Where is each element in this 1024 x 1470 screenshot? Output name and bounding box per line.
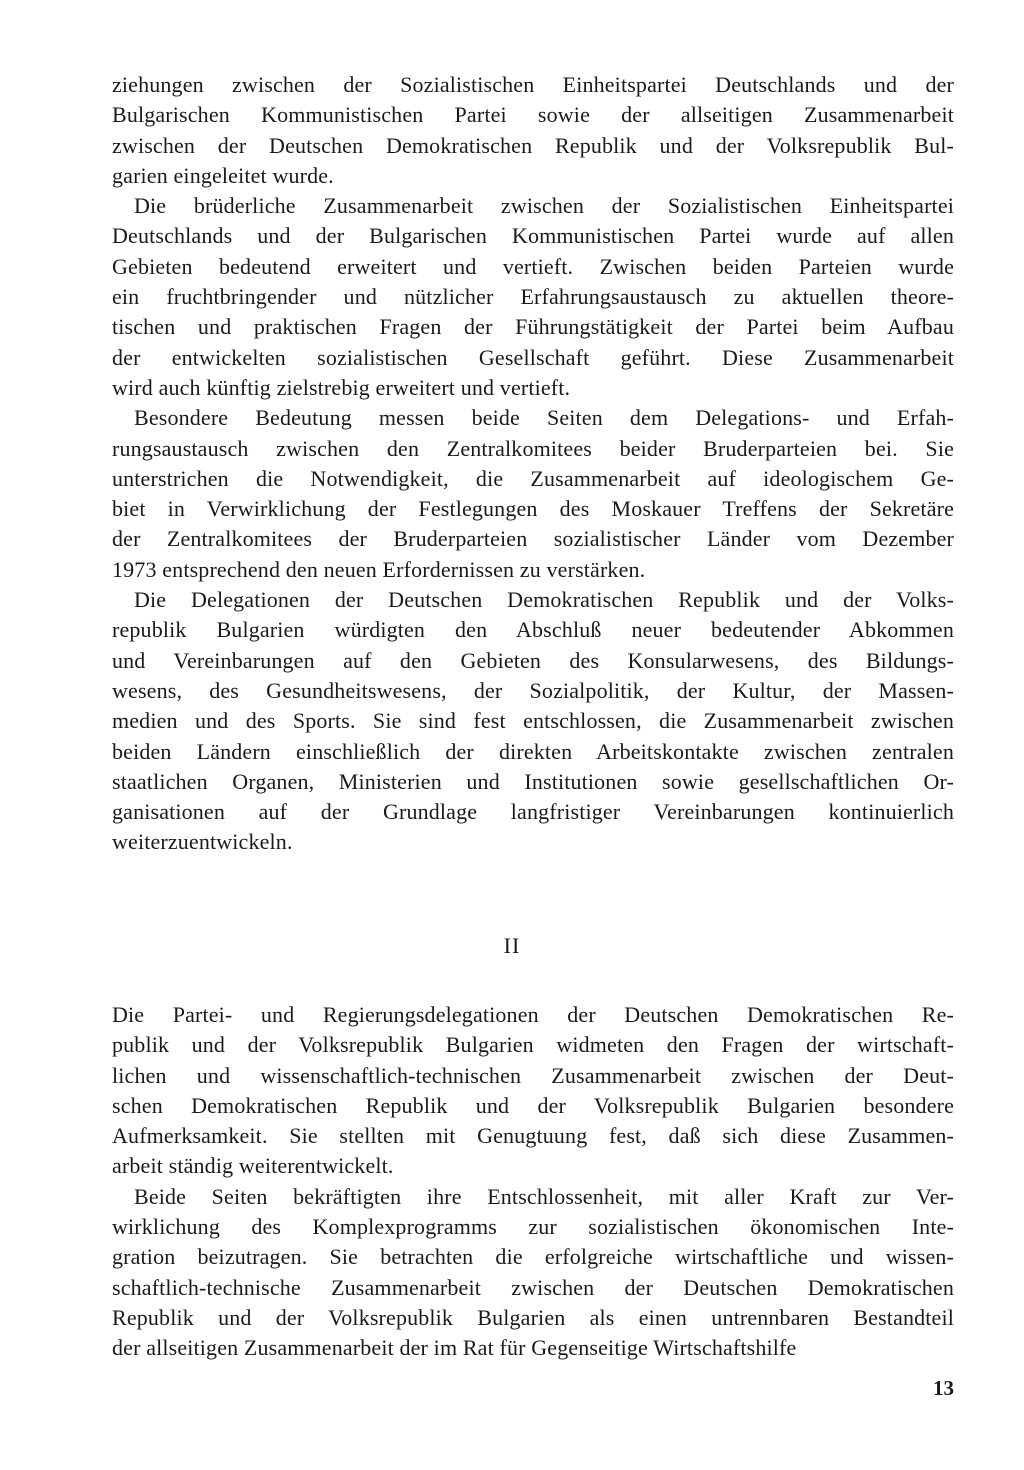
paragraph (112, 1182, 954, 1364)
text-line: wird auch künftig zielstrebig erweitert und vertieft. (112, 374, 571, 400)
paragraph (112, 70, 954, 191)
paragraph (112, 585, 954, 858)
text-line: wirklichung des Komplexprogramms zur sozialistischen ökonomischen Inte- (112, 1214, 954, 1240)
text-line: Beide Seiten bekräftigten ihre Entschlossenheit, mit aller Kraft zur Ver- (134, 1183, 954, 1209)
text-line: Gebieten bedeutend erweitert und vertieft. Zwischen beiden Parteien wurde (112, 253, 954, 279)
text-line: medien und des Sports. Sie sind fest entschlossen, die Zusammenarbeit zwischen (112, 708, 954, 734)
text-line: der Zentralkomitees der Bruderparteien sozialistischer Länder vom Dezember (112, 526, 954, 552)
text-line: republik Bulgarien würdigten den Abschluß neuer bedeutender Abkommen (112, 617, 954, 643)
text-line: tischen und praktischen Fragen der Führungstätigkeit der Partei beim Aufbau (112, 314, 954, 340)
text-line: Die Delegationen der Deutschen Demokratischen Republik und der Volks- (134, 587, 954, 613)
text-line: ein fruchtbringender und nützlicher Erfahrungsaustausch zu aktuellen theore- (112, 284, 954, 310)
page-number: 13 (933, 1376, 954, 1400)
text-line: der entwickelten sozialistischen Gesellschaft geführt. Diese Zusammenarbeit (112, 344, 954, 370)
text-line: rungsaustausch zwischen den Zentralkomitees beider Bruderparteien bei. Sie (112, 435, 954, 461)
section-2-body (112, 1000, 954, 1364)
section-heading: II (503, 933, 521, 958)
text-line: arbeit ständig weiterentwickelt. (112, 1153, 394, 1179)
text-line: ganisationen auf der Grundlage langfristiger Vereinbarungen kontinuierlich (112, 799, 954, 825)
text-line: ziehungen zwischen der Sozialistischen Einheitspartei Deutschlands und der (112, 72, 954, 97)
text-line: Bulgarischen Kommunistischen Partei sowie der allseitigen Zusammenarbeit (112, 102, 954, 128)
text-line: lichen und wissenschaftlich-technischen Zusammenarbeit zwischen der Deut- (112, 1062, 954, 1088)
text-line: Die brüderliche Zusammenarbeit zwischen der Sozialistischen Einheitspartei (134, 193, 954, 219)
text-line: der allseitigen Zusammenarbeit der im Rat für Gegenseitige Wirtschaftshilfe (112, 1335, 797, 1361)
text-line: Aufmerksamkeit. Sie stellten mit Genugtuung fest, daß sich diese Zusammen- (112, 1123, 954, 1149)
text-line: publik und der Volksrepublik Bulgarien widmeten den Fragen der wirtschaft- (112, 1032, 954, 1058)
paragraph (112, 1000, 954, 1182)
text-line: zwischen der Deutschen Demokratischen Republik und der Volksrepublik Bul- (112, 132, 954, 158)
text-line: gration beizutragen. Sie betrachten die erfolgreiche wirtschaftliche und wissen- (112, 1244, 954, 1270)
text-line: wesens, des Gesundheitswesens, der Sozialpolitik, der Kultur, der Massen- (112, 677, 954, 703)
text-line: 1973 entsprechend den neuen Erfordernissen zu verstärken. (112, 556, 646, 582)
text-line: Republik und der Volksrepublik Bulgarien als einen untrennbaren Bestandteil (112, 1304, 954, 1330)
text-line: schaftlich-technische Zusammenarbeit zwischen der Deutschen Demokratischen (112, 1274, 954, 1300)
text-line: weiterzuentwickeln. (112, 829, 293, 855)
section-1-body (112, 70, 954, 858)
text-line: unterstrichen die Notwendigkeit, die Zusammenarbeit auf ideologischem Ge- (112, 465, 954, 491)
paragraph (112, 191, 954, 403)
text-line: schen Demokratischen Republik und der Volksrepublik Bulgarien besondere (112, 1092, 954, 1118)
text-line: Besondere Bedeutung messen beide Seiten dem Delegations- und Erfah- (134, 405, 954, 431)
text-line: beiden Ländern einschließlich der direkten Arbeitskontakte zwischen zentralen (112, 738, 954, 764)
text-line: staatlichen Organen, Ministerien und Institutionen sowie gesellschaftlichen Or- (112, 768, 954, 794)
text-line: Die Partei- und Regierungsdelegationen der Deutschen Demokratischen Re- (112, 1002, 954, 1027)
text-line: Deutschlands und der Bulgarischen Kommunistischen Partei wurde auf allen (112, 223, 954, 249)
text-line: und Vereinbarungen auf den Gebieten des Konsularwesens, des Bildungs- (112, 647, 954, 673)
text-line: biet in Verwirklichung der Festlegungen des Moskauer Treffens der Sekretäre (112, 496, 954, 522)
text-line: garien eingeleitet wurde. (112, 162, 334, 188)
paragraph (112, 403, 954, 585)
